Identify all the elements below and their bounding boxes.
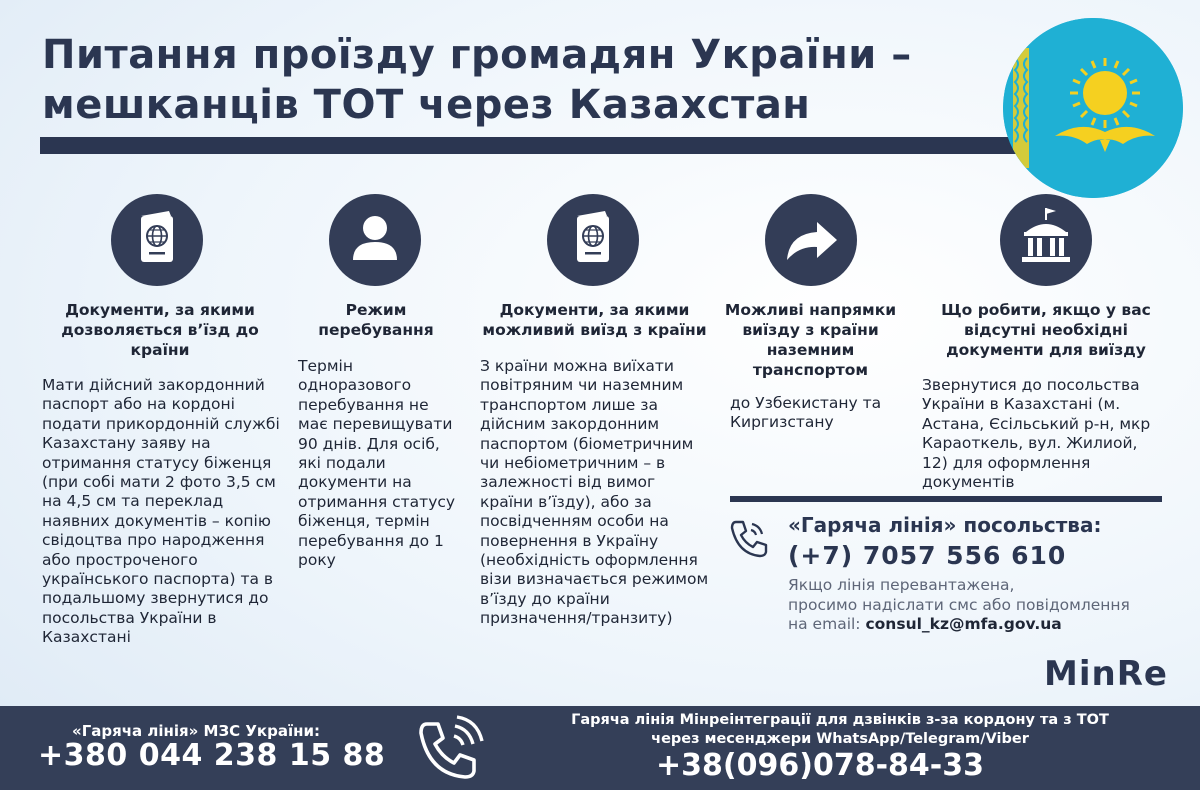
email-prefix: на email: xyxy=(788,615,866,633)
column-3-body: З країни можна виїхати повітряним чи наземним транспортом лише за дійсним закордонним паспортом (біометричним чи небіометричним – в залежності від вимог країни вʼїзду), або за посвідченням особи на повернення в Україну (необхідність оформлення візи визначається режимом вʼїзду до країни призначення/транзиту) xyxy=(480,357,709,628)
title-underline-bar xyxy=(40,137,1025,154)
hotline-note-line-1: Якщо лінія перевантажена, xyxy=(788,576,1015,594)
minre-label-line-2: через месенджери WhatsApp/Telegram/Viber xyxy=(651,731,1029,747)
phone-icon xyxy=(728,518,768,558)
mfa-hotline-label: «Гаряча лінія» МЗС України: xyxy=(72,722,320,740)
mfa-hotline-phone[interactable]: +380 044 238 15 88 xyxy=(38,738,386,773)
column-1-heading: Документи, за якими дозволяється вʼїзд до країни xyxy=(61,301,259,359)
title-line-2: мешканців ТОТ через Казахстан xyxy=(42,82,811,128)
column-2-heading: Режим перебування xyxy=(318,301,434,339)
person-icon xyxy=(329,194,421,286)
section-divider xyxy=(730,496,1162,502)
minre-hotline-phone[interactable]: +38(096)078-84-33 xyxy=(656,748,984,783)
minre-logo: MinRe xyxy=(1044,654,1168,694)
phone-icon xyxy=(415,714,485,784)
column-2-body: Термін одноразового перебування не має перевищувати 90 днів. Для осіб, які подали документи на отримання статусу біженця, термін перебування до 1 року xyxy=(298,357,456,570)
column-4-body: до Узбекистану та Киргизстану xyxy=(730,394,882,432)
arrow-right-icon xyxy=(765,194,857,286)
minre-label-line-1: Гаряча лінія Мінреінтеграції для дзвінків з-за кордону та з ТОТ xyxy=(571,712,1109,728)
passport-icon xyxy=(111,194,203,286)
column-4-heading: Можливі напрямки виїзду з країни наземним транспортом xyxy=(724,301,897,379)
embassy-icon xyxy=(1000,194,1092,286)
embassy-hotline-title: «Гаряча лінія» посольства: xyxy=(788,513,1102,537)
hotline-note-line-3 xyxy=(788,615,1168,635)
embassy-email-link[interactable]: consul_kz@mfa.gov.ua xyxy=(865,615,1062,633)
column-3-heading: Документи, за якими можливий виїзд з країни xyxy=(482,301,707,339)
column-5-body: Звернутися до посольства України в Казахстані (м. Астана, Єсільський р-н, мкр Караоткель, вул. Жилиой, 12) для оформлення документів xyxy=(922,376,1151,492)
column-5-heading: Що робити, якщо у вас відсутні необхідні документи для виїзду xyxy=(941,301,1151,359)
column-1-body: Мати дійсний закордонний паспорт або на кордоні подати прикордонній службі Казахстану заяву на отримання статусу біженця (при собі мати 2 фото 3,5 см на 4,5 см та переклад наявних документів – копію свідоцтва про народження або простроченого українського паспорта) та в подальшому звернутися до посольства України в Казахстані xyxy=(42,376,280,647)
kazakhstan-flag-icon xyxy=(1003,18,1183,198)
title-line-1: Питання проїзду громадян України – xyxy=(42,32,912,78)
minre-hotline-label xyxy=(520,711,1160,749)
passport-icon xyxy=(547,194,639,286)
page-title xyxy=(42,30,942,130)
hotline-note-line-2: просимо надіслати смс або повідомлення xyxy=(788,595,1130,614)
embassy-hotline-phone[interactable]: (+7) 7057 556 610 xyxy=(788,541,1067,570)
embassy-hotline-note xyxy=(788,576,1168,635)
